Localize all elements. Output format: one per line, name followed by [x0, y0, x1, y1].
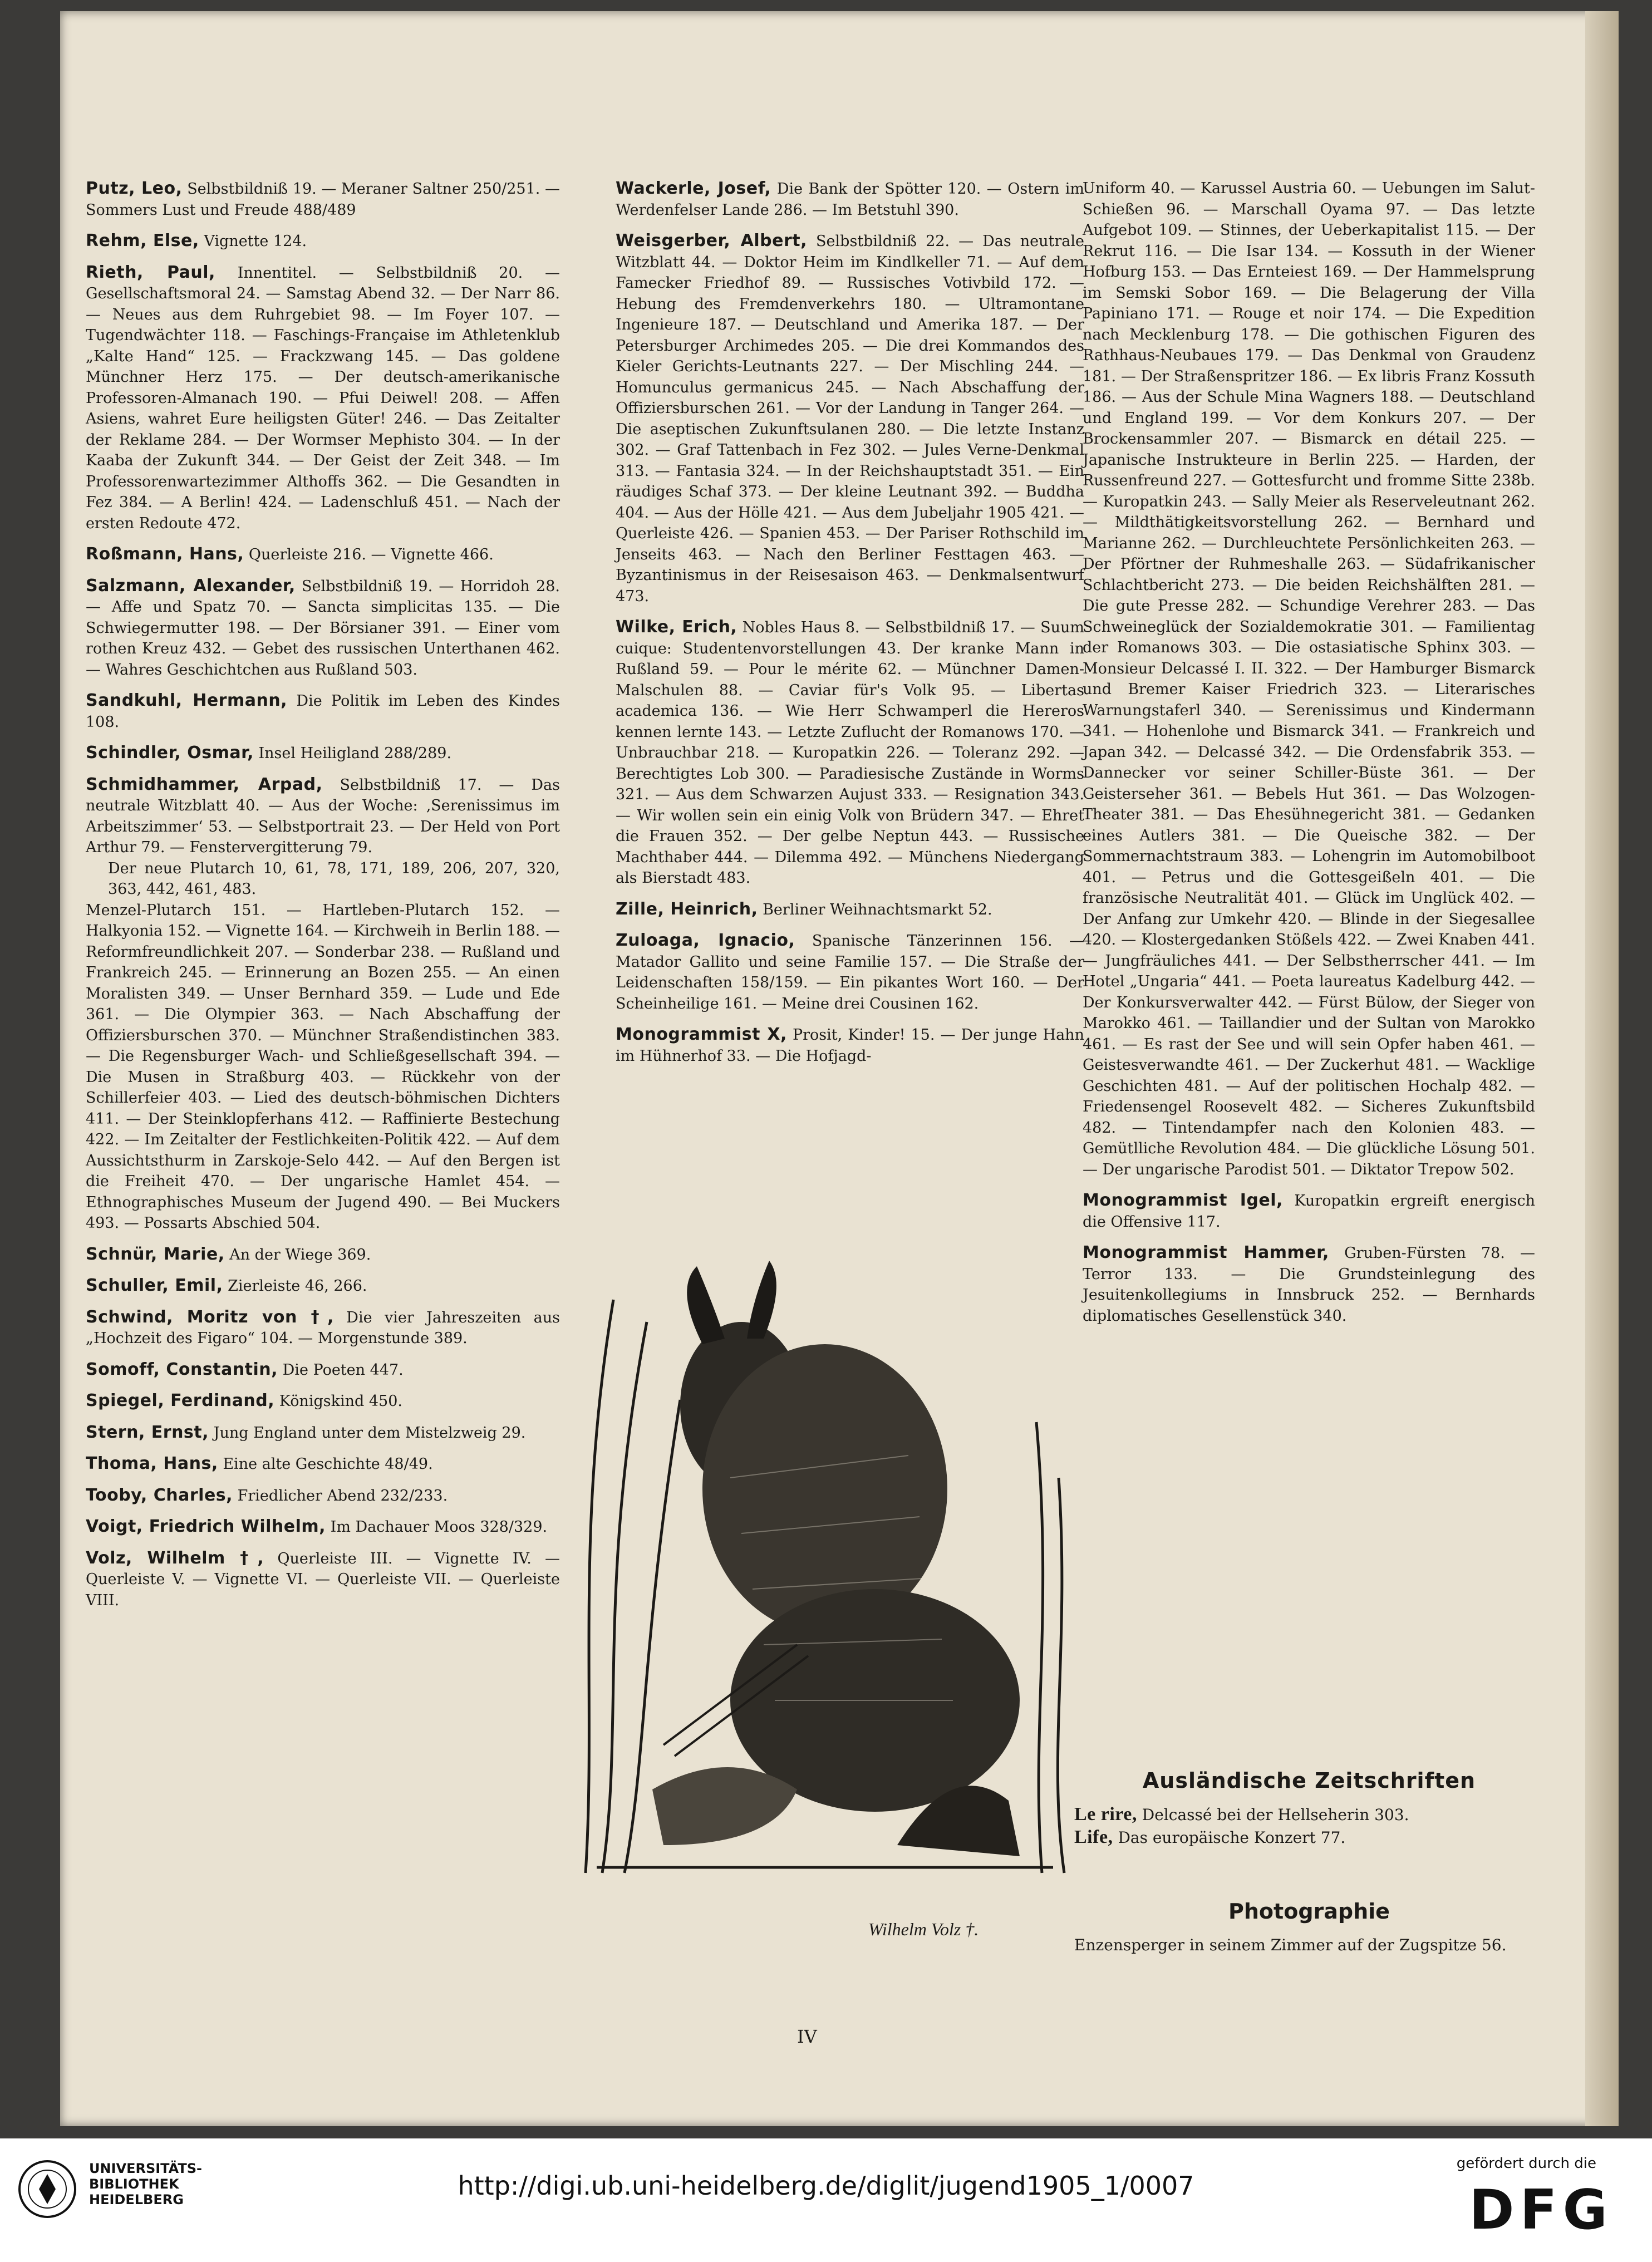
entry-works: Die Poeten 447. [282, 1361, 404, 1379]
library-name-line: BIBLIOTHEK [89, 2176, 179, 2192]
index-entry [1083, 178, 1535, 1180]
entry-works: Jung England unter dem Mistelzweig 29. [213, 1424, 526, 1442]
entry-works: Die Bank der Spötter 120. — Ostern im Werdenfelser Lande 286. — Im Betstuhl 390. [616, 180, 1084, 219]
journal-name: Life, [1074, 1827, 1113, 1847]
index-entry [86, 544, 560, 566]
journal-name: Le rire, [1074, 1804, 1137, 1825]
artist-name: Volz, Wilhelm †, [86, 1548, 264, 1568]
artist-name: Wilke, Erich, [616, 617, 738, 637]
entry-works: Gruben-Fürsten 78. — Terror 133. — Die Grundsteinlegung des Jesuitenkollegiums in Innsbruck 252. — Bernhards diplomatisches Gesellenstück 340. [1083, 1245, 1535, 1325]
source-url-link[interactable]: http://digi.ub.uni-heidelberg.de/diglit/jugend1905_1/0007 [458, 2171, 1194, 2201]
library-name-line: UNIVERSITÄTS- [89, 2161, 203, 2176]
artist-name: Roßmann, Hans, [86, 544, 244, 564]
entry-works: Im Dachauer Moos 328/329. [330, 1518, 548, 1536]
index-entry [86, 1359, 560, 1381]
faun-illustration [563, 1255, 1086, 1881]
entry-works: Uniform 40. — Karussel Austria 60. — Uebungen im Salut-Schießen 96. — Marschall Oyama 97. — Das letzte Aufgebot 109. — Stinnes, der Ueberkapitalist 115. — Der Rekrut 116. — Die Isar 134. — Kossuth in der Wiener Hofburg 153. — Das Ernteiest 169. — Der Hammelsprung im Semski Sobor 169. — Die Belagerung der Villa Papiniano 171. — Rouge et noir 174. — Die Expedition nach Mecklenburg 178. — Die gothischen Figuren des Rathhaus-Neubaues 179. — Das Denkmal von Graudenz 181. — Der Straßenspritzer 186. — Ex libris Franz Kossuth 186. — Aus der Schule Mina Wagners 188. — Deutschland und England 199. — Vor dem Konkurs 207. — Der Brockensammler 207. — Bismarck en détail 225. — Japanische Instrukteure in Berlin 225. — Harden, der Russenfreund 227. — Gottesfurcht und fromme Sitte 238b. — Kuropatkin 243. — Sally Meier als Reserveleutnant 262. — Mildthätigkeitsvorstellung 262. — Bernhard und Marianne 262. — Durchleuchtete Persönlichkeiten 263. — Der Pförtner der Ruhmeshalle 263. — Südafrikanischer Schlachtbericht 273. — Die beiden Reichshälften 281. — Die gute Presse 282. — Schundige Verehrer 283. — Das Schweineglück der Sozialdemokratie 301. — Familientag der Romanows 303. — Die ostasiatische Sphinx 303. — Monsieur Delcassé I. II. 322. — Der Hamburger Bismarck und Bremer Kaiser Friedrich 323. — Literarisches Warnungstaferl 340. — Serenissimus und Kindermann 341. — Hohenlohe und Bismarck 341. — Frankreich und Japan 342. — Delcassé 342. — Die Ordensfabrik 353. — Dannecker vor seiner Schiller-Büste 361. — Der Geisterseher 361. — Bebels Hut 361. — Das Wolzogen-Theater 381. — Das Ehesühnegericht 381. — Gedanken eines Autlers 381. — Die Queische 382. — Der Sommernachtstraum 383. — Lohengrin im Automobilboot 401. — Petrus und die Gottesgeißeln 401. — Die französische Neutralität 401. — Glück im Unglück 402. — Der Anfang zur Umkehr 420. — Blinde in der Siegesallee 420. — Klostergedanken Stößels 422. — Zwei Knaben 441. — Jungfräuliches 441. — Der Selbstherrscher 441. — Im Hotel „Ungaria“ 441. — Poeta laureatus Kadelburg 442. — Der Konkursverwalter 442. — Fürst Bülow, der Sieger von Marokko 461. — Taillandier und der Sultan von Marokko 461. — Es rast der See und will sein Opfer haben 461. — Geistesverwandte 461. — Der Zuckerhut 481. — Wacklige Geschichten 481. — Auf der politischen Hochalp 482. — Friedensengel Roosevelt 482. — Sicheres Zukunftsbild 482. — Tintendampfer nach den Kolonien 483. — Gemütlliche Revolution 484. — Die glückliche Lösung 501. — Der ungarische Parodist 501. — Diktator Trepow 502. [1083, 180, 1535, 1178]
entry-works: Selbstbildniß 19. — Horridoh 28. — Affe und Spatz 70. — Sancta simplicitas 135. — Die Schwiegermutter 198. — Der Börsianer 391. — Einer vom rothen Kreuz 432. — Gebet des russischen Unterthanen 462. — Wahres Geschichtchen aus Rußland 503. [86, 577, 560, 678]
artist-name: Somoff, Constantin, [86, 1359, 278, 1379]
index-entry [616, 230, 1084, 607]
artist-name: Zille, Heinrich, [616, 899, 758, 919]
index-entry [86, 1453, 560, 1475]
index-column-1 [86, 178, 560, 1621]
entry-works: Kuropatkin ergreift energisch die Offensive 117. [1083, 1192, 1536, 1231]
index-entry [616, 617, 1084, 889]
artist-name: Zuloaga, Ignacio, [616, 931, 795, 950]
index-entry [1083, 1190, 1535, 1232]
index-column-3 [1083, 178, 1535, 1336]
entry-sub-line: Der neue Plutarch 10, 61, 78, 171, 189, 206, 207, 320, 363, 442, 461, 483. [108, 859, 560, 898]
entry-works: Spanische Tänzerinnen 156. — Matador Gallito und seine Familie 157. — Die Straße der Leidenschaften 158/159. — Ein pikantes Wort 160. — Der Scheinheilige 161. — Meine drei Cousinen 162. [616, 932, 1084, 1012]
index-entry [86, 262, 560, 534]
artist-name: Schindler, Osmar, [86, 743, 254, 763]
page-edge [1585, 11, 1619, 2126]
index-column-2 [616, 178, 1084, 1076]
index-entry [86, 1422, 560, 1444]
list-item [1074, 1826, 1531, 1849]
index-entry [1083, 1242, 1535, 1326]
entry-works: Nobles Haus 8. — Selbstbildniß 17. — Suum cuique: Studentenvorstellungen 43. Der kranke Mann in Rußland 59. — Pour le mérite 62. — Münchner Damen-Malschulen 88. — Caviar für's Volk 95. — Libertas academica 136. — Wie Herr Schwamperl die Hereros kennen lernte 143. — Letzte Zuflucht der Romanows 170. — Unbrauchbar 218. — Kuropatkin 226. — Toleranz 292. — Berechtigtes Lob 300. — Paradiesische Zustände in Worms 321. — Aus dem Schwarzen Aujust 333. — Resignation 343. — Wir wollen sein ein einig Volk von Brüdern 347. — Ehret die Frauen 352. — Der gelbe Neptun 443. — Russische Machthaber 444. — Dilemma 492. — Münchens Niedergang als Bierstadt 483. [616, 619, 1084, 887]
funding-label: gefördert durch die [1456, 2155, 1596, 2172]
index-entry [86, 1275, 560, 1297]
artist-name: Monogrammist Hammer, [1083, 1243, 1329, 1262]
artist-name: Rehm, Else, [86, 231, 199, 250]
artist-name: Rieth, Paul, [86, 262, 215, 282]
entry-works: Querleiste 216. — Vignette 466. [248, 546, 494, 563]
index-entry [616, 178, 1084, 220]
index-entry [86, 690, 560, 732]
index-entry [86, 1516, 560, 1538]
index-entry [86, 576, 560, 681]
index-entry [616, 930, 1084, 1014]
entry-works: Querleiste III. — Vignette IV. — Querleiste V. — Vignette VI. — Querleiste VII. — Querleiste VIII. [86, 1550, 560, 1609]
entry-works: Berliner Weihnachtsmarkt 52. [763, 901, 992, 918]
entry-works: Zierleiste 46, 266. [228, 1277, 367, 1295]
artist-name: Schwind, Moritz von †, [86, 1307, 334, 1327]
index-entry [86, 230, 560, 252]
entry-works: Selbstbildniß 17. — Das neutrale Witzblatt 40. — Aus der Woche: ‚Serenissimus im Arbeitszimmer‘ 53. — Selbstportrait 23. — Der Held von Port Arthur 79. — Fenstervergitterung 79. [86, 776, 560, 856]
illustration-signature: Wilhelm Volz †. [868, 1919, 979, 1939]
artist-name: Sandkuhl, Hermann, [86, 691, 288, 710]
index-entry [86, 1390, 560, 1412]
artist-name: Tooby, Charles, [86, 1485, 233, 1505]
dfg-logo: DFG [1469, 2179, 1613, 2242]
section-heading-photographie: Photographie [1228, 1899, 1390, 1924]
auslaendische-list [1074, 1803, 1531, 1849]
photographie-entry: Enzensperger in seinem Zimmer auf der Zugspitze 56. [1074, 1936, 1507, 1954]
entry-works: Königskind 450. [279, 1393, 402, 1410]
artist-name: Weisgerber, Albert, [616, 231, 807, 250]
artist-name: Schmidhammer, Arpad, [86, 774, 323, 794]
artist-name: Monogrammist X, [616, 1025, 787, 1044]
artist-name: Putz, Leo, [86, 179, 183, 198]
index-entry [86, 178, 560, 220]
viewer-footer [0, 2138, 1652, 2262]
index-entry [86, 1548, 560, 1611]
entry-works: Die vier Jahreszeiten aus „Hochzeit des Figaro“ 104. — Morgenstunde 389. [86, 1309, 560, 1347]
index-entry [86, 1307, 560, 1349]
entry-works: Selbstbildniß 19. — Meraner Saltner 250/251. — Sommers Lust und Freude 488/489 [86, 180, 560, 219]
entry-works: An der Wiege 369. [229, 1246, 371, 1263]
page-number: IV [797, 2026, 817, 2047]
artist-name: Monogrammist Igel, [1083, 1191, 1283, 1210]
artist-name: Salzmann, Alexander, [86, 576, 296, 596]
index-entry [86, 742, 560, 764]
artist-name: Spiegel, Ferdinand, [86, 1391, 275, 1410]
index-entry [616, 1024, 1084, 1066]
artist-name: Thoma, Hans, [86, 1454, 218, 1473]
index-entry [86, 1485, 560, 1507]
artist-name: Stern, Ernst, [86, 1422, 209, 1442]
entry-works: Selbstbildniß 22. — Das neutrale Witzblatt 44. — Doktor Heim im Kindlkeller 71. — Auf dem Famecker Friedhof 89. — Russisches Votivbild 172. — Hebung des Fremdenverkehrs 180. — Ultramontane Ingenieure 187. — Deutschland und Amerika 187. — Der Petersburger Archimedes 205. — Die drei Kommandos des Kieler Gerichts-Leutnants 227. — Der Mischling 244. — Homunculus germanicus 245. — Nach Abschaffung der Offiziersburschen 261. — Vor der Landung in Tanger 264. — Die aseptischen Zukunftsulanen 280. — Die letzte Instanz 302. — Graf Tattenbach in Fez 302. — Jules Verne-Denkmal 313. — Fantasia 324. — In der Reichshauptstadt 351. — Ein räudiges Schaf 373. — Der kleine Leutnant 392. — Buddha 404. — Aus der Hölle 421. — Aus dem Jubeljahr 1905 421. — Querleiste 426. — Spanien 453. — Der Pariser Rothschild im Jenseits 463. — Nach den Berliner Festtagen 463. — Byzantinismus in der Reisesaison 463. — Denkmalsentwurf 473. [616, 233, 1084, 605]
journal-entry-text: Das europäische Konzert 77. [1118, 1828, 1346, 1847]
entry-works: Die Politik im Leben des Kindes 108. [86, 692, 560, 731]
index-entry [616, 899, 1084, 921]
section-heading-auslaendische: Ausländische Zeitschriften [1142, 1768, 1476, 1793]
index-entry [86, 774, 560, 1234]
index-entry [86, 1244, 560, 1266]
journal-entry-text: Delcassé bei der Hellseherin 303. [1142, 1806, 1409, 1824]
entry-works: Friedlicher Abend 232/233. [237, 1487, 448, 1504]
artist-name: Voigt, Friedrich Wilhelm, [86, 1517, 326, 1536]
entry-works: Innentitel. — Selbstbildniß 20. — Gesellschaftsmoral 24. — Samstag Abend 32. — Der Narr 86. — Neues aus dem Ruhrgebiet 98. — Im Foyer 107. — Tugendwächter 118. — Faschings-Française im Athletenklub „Kalte Hand“ 125. — Frackzwang 145. — Das goldene Münchner Herz 175. — Der deutsch-amerikanische Professoren-Almanach 190. — Pfui Deiwel! 208. — Affen Asiens, wahret Eure heiligsten Güter! 246. — Das Zeitalter der Reklame 284. — Der Wormser Mephisto 304. — In der Kaaba der Zukunft 344. — Der Geist der Zeit 348. — Im Professorenwartezimmer Althoffs 362. — Die Gesandten in Fez 384. — A Berlin! 424. — Ladenschluß 451. — Nach der ersten Redoute 472. [86, 264, 560, 532]
artist-name: Schuller, Emil, [86, 1276, 223, 1295]
entry-works-continued: Menzel-Plutarch 151. — Hartleben-Plutarch 152. — Halkyonia 152. — Vignette 164. — Kirchweih in Berlin 188. — Reformfreundlichkeit 207. — Sonderbar 238. — Rußland und Frankreich 245. — Erinnerung an Bozen 255. — An einen Moralisten 349. — Unser Bernhard 359. — Lude und Ede 361. — Die Olympier 363. — Nach Abschaffung der Offiziersburschen 370. — Münchner Straßendistinchen 383. — Die Regensburger Wach- und Schließgesellschaft 394. — Die Musen in Straßburg 403. — Rückkehr von der Schillerfeier 403. — Lied des deutsch-böhmischen Dichters 411. — Der Steinklopferhans 412. — Raffinierte Bestechung 422. — Im Zeitalter der Festlichkeiten-Politik 422. — Auf dem Aussichtsthurm in Zarskoje-Selo 442. — Auf den Bergen ist die Freiheit 470. — Der ungarische Hamlet 454. — Ethnographisches Museum der Jugend 490. — Bei Muckers 493. — Possarts Abschied 504. [86, 901, 560, 1232]
artist-name: Schnür, Marie, [86, 1244, 225, 1264]
entry-works: Vignette 124. [204, 233, 307, 250]
entry-works: Insel Heiligland 288/289. [258, 745, 452, 762]
entry-works: Prosit, Kinder! 15. — Der junge Hahn im Hühnerhof 33. — Die Hofjagd- [616, 1026, 1084, 1065]
entry-works: Eine alte Geschichte 48/49. [223, 1455, 433, 1473]
artist-name: Wackerle, Josef, [616, 179, 771, 198]
list-item [1074, 1803, 1531, 1826]
library-name-line: HEIDELBERG [89, 2192, 184, 2207]
